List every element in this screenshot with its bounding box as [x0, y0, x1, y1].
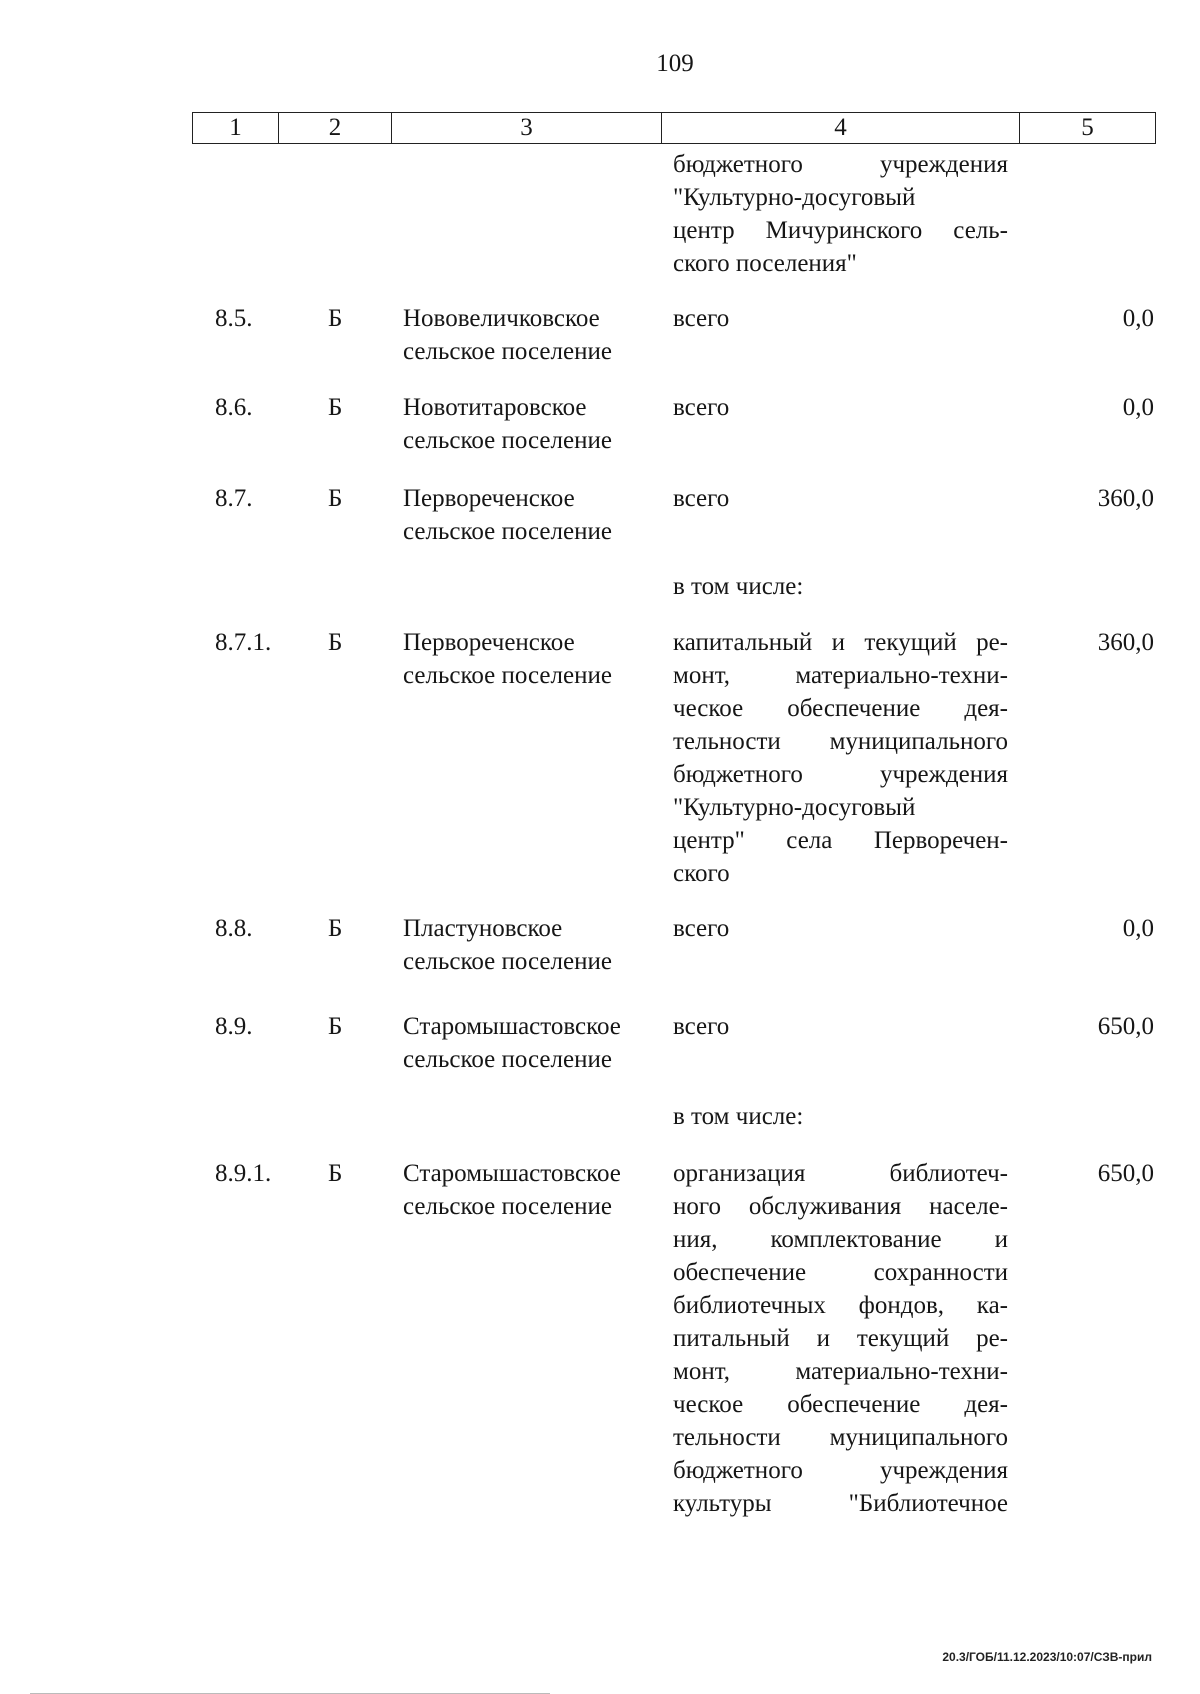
continuation-text: [673, 148, 1008, 280]
row-description: всего: [673, 1013, 730, 1040]
row-value: 650,0: [1097, 1013, 1154, 1040]
row-value: 650,0: [1097, 1160, 1154, 1187]
row-name: [403, 912, 612, 978]
row-description: всего: [673, 485, 730, 512]
including-label: в том числе:: [673, 1103, 804, 1130]
name-line: Новотитаровское: [403, 394, 587, 421]
text-line: питальный и текущий ре-: [673, 1325, 1008, 1352]
row-description: [673, 1157, 1008, 1520]
text-line: организация библиотеч-: [673, 1160, 1008, 1187]
text-line: культуры "Библиотечное: [673, 1490, 1008, 1517]
text-line: ского: [673, 860, 730, 887]
row-name: [403, 1010, 621, 1076]
row-number: 8.9.: [215, 1013, 253, 1040]
row-type: Б: [328, 1013, 343, 1040]
row-value: 0,0: [1122, 394, 1154, 421]
row-name: [403, 626, 612, 692]
row-number: 8.8.: [215, 915, 253, 942]
name-line: Старомышастовское: [403, 1160, 621, 1187]
row-number: 8.5.: [215, 305, 253, 332]
header-col-4: 4: [662, 113, 1020, 143]
text-line: центр" села Перворечен-: [673, 827, 1008, 854]
text-line: библиотечных фондов, ка-: [673, 1292, 1008, 1319]
row-name: [403, 302, 612, 368]
table-header: [192, 112, 1156, 144]
header-col-5: 5: [1081, 114, 1094, 141]
header-col-3: 3: [392, 113, 662, 143]
row-number: 8.6.: [215, 394, 253, 421]
text-line: монт, материально-техни-: [673, 1358, 1008, 1385]
text-line: ческое обеспечение дея-: [673, 695, 1008, 722]
name-line: сельское поселение: [403, 948, 612, 975]
name-line: Пластуновское: [403, 915, 563, 942]
text-line: бюджетного учреждения: [673, 1457, 1008, 1484]
row-type: Б: [328, 305, 343, 332]
name-line: сельское поселение: [403, 662, 612, 689]
row-description: всего: [673, 305, 730, 332]
name-line: сельское поселение: [403, 427, 612, 454]
row-value: 0,0: [1122, 305, 1154, 332]
text-line: ского поселения": [673, 250, 857, 277]
row-number: 8.7.: [215, 485, 253, 512]
row-number: 8.7.1.: [215, 629, 272, 656]
text-line: капитальный и текущий ре-: [673, 629, 1008, 656]
text-line: обеспечение сохранности: [673, 1259, 1008, 1286]
row-value: 360,0: [1097, 485, 1154, 512]
name-line: сельское поселение: [403, 1046, 612, 1073]
row-description: всего: [673, 394, 730, 421]
text-line: ного обслуживания населе-: [673, 1193, 1008, 1220]
row-value: 0,0: [1122, 915, 1154, 942]
text-line: центр Мичуринского сель-: [673, 217, 1008, 244]
name-line: сельское поселение: [403, 518, 612, 545]
row-number: 8.9.1.: [215, 1160, 272, 1187]
text-line: тельности муниципального: [673, 1424, 1008, 1451]
document-stamp: 20.3/ГОБ/11.12.2023/10:07/СЗВ-прил: [942, 1650, 1152, 1664]
row-type: Б: [328, 394, 343, 421]
name-line: Первореченское: [403, 629, 575, 656]
name-line: Старомышастовское: [403, 1013, 621, 1040]
row-type: Б: [328, 1160, 343, 1187]
row-description: всего: [673, 915, 730, 942]
including-label: в том числе:: [673, 573, 804, 600]
row-type: Б: [328, 629, 343, 656]
row-name: [403, 1157, 621, 1223]
header-col-2: 2: [279, 113, 392, 143]
text-line: монт, материально-техни-: [673, 662, 1008, 689]
name-line: Нововеличковское: [403, 305, 600, 332]
row-type: Б: [328, 915, 343, 942]
text-line: ния, комплектование и: [673, 1226, 1008, 1253]
text-line: бюджетного учреждения: [673, 151, 1008, 178]
name-line: сельское поселение: [403, 338, 612, 365]
row-value: 360,0: [1097, 629, 1154, 656]
row-type: Б: [328, 485, 343, 512]
text-line: ческое обеспечение дея-: [673, 1391, 1008, 1418]
row-name: [403, 391, 612, 457]
text-line: тельности муниципального: [673, 728, 1008, 755]
name-line: сельское поселение: [403, 1193, 612, 1220]
text-line: бюджетного учреждения: [673, 761, 1008, 788]
header-col-1: 1: [193, 113, 279, 143]
row-name: [403, 482, 612, 548]
text-line: "Культурно-досуговый: [673, 794, 916, 821]
text-line: "Культурно-досуговый: [673, 184, 916, 211]
page-number: 109: [656, 50, 694, 77]
name-line: Первореченское: [403, 485, 575, 512]
row-description: [673, 626, 1008, 890]
